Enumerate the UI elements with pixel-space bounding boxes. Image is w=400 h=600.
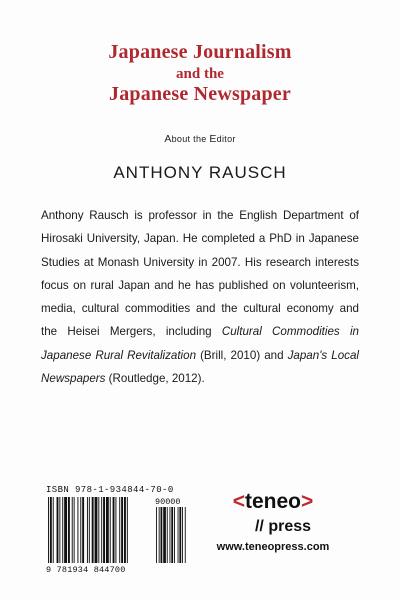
isbn-barcode [46,497,192,565]
about-cap-a: A [164,133,172,145]
barcode-bar [127,497,128,563]
editor-bio [41,204,359,390]
barcode-addon-bar [185,507,186,563]
publisher-press-label: // press [254,518,312,535]
barcode-bar [82,497,84,563]
about-cap-e: E [209,133,217,145]
barcode-bar [110,497,111,563]
barcode-bar [50,497,52,563]
barcode-bar [48,497,49,563]
book-title-line-3: Japanese Newspaper [109,83,291,105]
barcode-addon-number: 90000 [155,497,181,507]
barcode-addon-bar [156,507,157,563]
logo-close-bracket: > [301,490,314,513]
barcode-number: 9 781934 844700 [46,565,126,575]
about-the-editor-heading [0,133,400,145]
barcode-addon-bar [159,507,160,563]
barcode-bar [92,497,94,563]
barcode-addon-bar [179,507,181,563]
barcode-bar [103,497,105,563]
barcode-bar [64,497,67,563]
barcode-bar [59,497,60,563]
barcode-bar [101,497,102,563]
barcode-addon-bar [178,507,179,563]
barcode-bar [115,497,116,563]
publisher-url: www.teneopress.com [216,541,330,553]
barcode-addon-bar [182,507,183,563]
book-title-line-2: and the [176,66,224,82]
barcode-bar [89,497,90,563]
barcode-bar [68,497,70,563]
barcode-bar [74,497,75,563]
barcode-bar [80,497,81,563]
bio-text-3: (Routledge, 2012). [105,372,205,386]
barcode-addon-bar [171,507,173,563]
barcode-bar [119,497,120,563]
barcode-bar [106,497,109,563]
barcode-bar [113,497,115,563]
logo-open-bracket: < [232,490,245,513]
barcode-addon-bar [170,507,171,563]
barcode-bar [62,497,63,563]
book-title-line-1: Japanese Journalism [108,41,292,63]
barcode-bar [95,497,98,563]
barcode-bar [87,497,88,563]
about-rest: bout the [171,134,210,144]
barcode-addon-bar [174,507,175,563]
bio-text-1: Anthony Rausch is professor in the English Department of Hirosaki University, Japan. He completed a PhD in Japanese Studies at Monash University in 2007. His research interests focus on rural Japan and he has published on volunteerism, media, cultural commodities and the cultural economy and the Heisei Mergers, including [41,209,359,339]
bio-text-2: (Brill, 2010) and [196,348,288,362]
barcode-addon-bar [161,507,163,563]
barcode-bar [98,497,99,563]
barcode-bar [57,497,59,563]
barcode-bar [124,497,126,563]
barcode-bar [77,497,78,563]
bio-book-title-2: Japan's Local Newspapers [41,348,359,386]
isbn-label: ISBN 978-1-934844-70-0 [46,485,174,495]
barcode-bar [72,497,73,563]
bio-book-title-1: Cultural Commodities in Japanese Rural Revitalization [41,325,359,362]
logo-name: teneo [244,490,301,513]
about-rest-editor: ditor [216,134,236,144]
barcode-addon-bar [163,507,166,563]
barcode-bar [121,497,123,563]
barcode-addon-bar [167,507,168,563]
publisher-logo [208,490,338,514]
editor-name: ANTHONY RAUSCH [113,163,287,182]
barcode-bar [53,497,54,563]
